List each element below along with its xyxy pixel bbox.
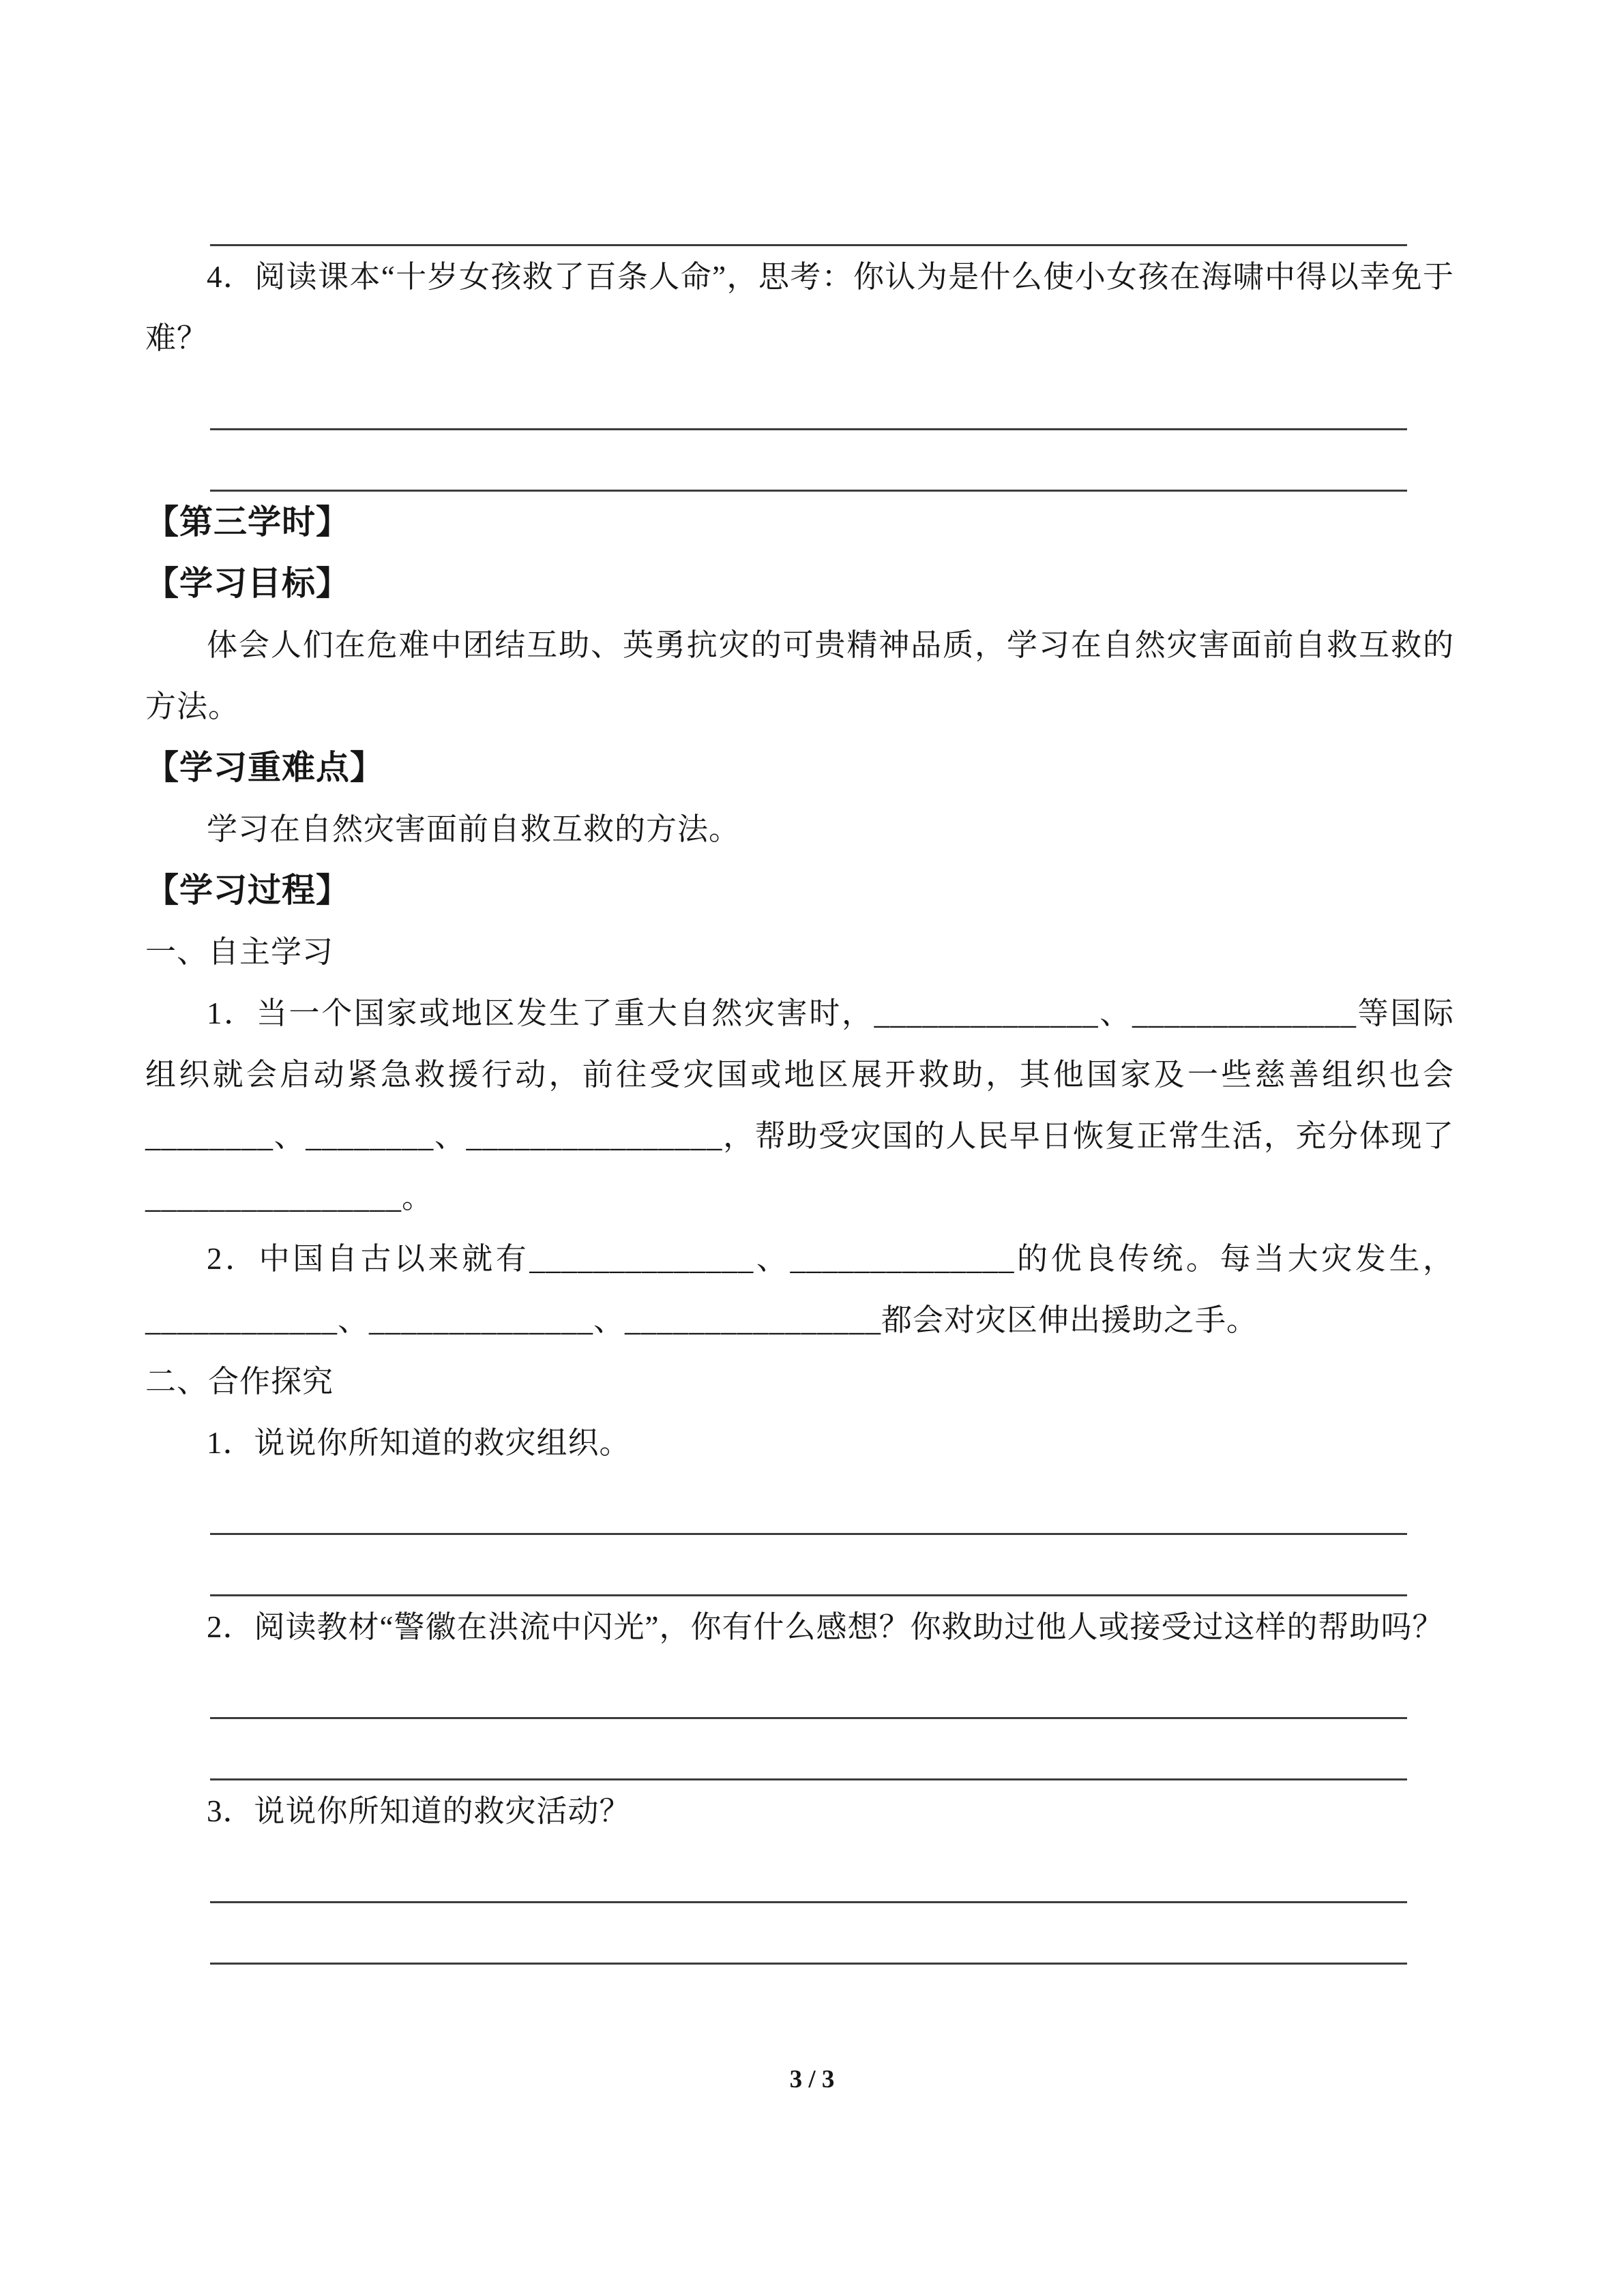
answer-line [210, 1658, 1407, 1719]
learning-goal-text: 体会人们在危难中团结互助、英勇抗灾的可贵精神品质，学习在自然灾害面前自救互救的方法。 [145, 628, 1454, 724]
heading-learning-process: 【学习过程】 [145, 871, 351, 909]
answer-line [210, 430, 1407, 492]
self-study-item-1: 1．当一个国家或地区发生了重大自然灾害时，______________、______________等国际组织就会启动紧急救援行动，前往受灾国或地区展开救助，其他国家及一些慈善组织也会________、________、________________，帮助受灾国的人民早日恢复正常生活，充分体现了________________。 [145, 996, 1454, 1214]
answer-line [210, 1474, 1407, 1535]
answer-line [210, 1842, 1407, 1903]
heading-lesson-3: 【第三学时】 [145, 503, 351, 541]
answer-line [210, 369, 1407, 430]
coop-question-3: 3．说说你所知道的救灾活动？ [207, 1794, 631, 1828]
answer-line [210, 1903, 1407, 1965]
answer-line [210, 185, 1407, 246]
heading-learning-goal: 【学习目标】 [145, 565, 351, 602]
page-number: 3 / 3 [789, 2066, 835, 2093]
subheading-self-study: 一、自主学习 [145, 935, 334, 969]
subheading-cooperative-inquiry: 二、合作探究 [145, 1365, 334, 1399]
question-4-text: 4．阅读课本“十岁女孩救了百条人命”，思考：你认为是什么使小女孩在海啸中得以幸免于难？ [145, 260, 1454, 355]
key-points-text: 学习在自然灾害面前自救互救的方法。 [207, 812, 741, 846]
answer-line [210, 1535, 1407, 1596]
coop-question-1: 1．说说你所知道的救灾组织。 [207, 1426, 631, 1460]
coop-question-2: 2．阅读教材“警徽在洪流中闪光”，你有什么感想？你救助过他人或接受过这样的帮助吗？ [207, 1610, 1444, 1644]
answer-line [210, 1719, 1407, 1780]
heading-key-points: 【学习重难点】 [145, 749, 385, 786]
self-study-item-2: 2．中国自古以来就有______________、______________的优良传统。每当大灾发生，____________、______________、________________都会对灾区伸出援助之手。 [145, 1242, 1454, 1337]
